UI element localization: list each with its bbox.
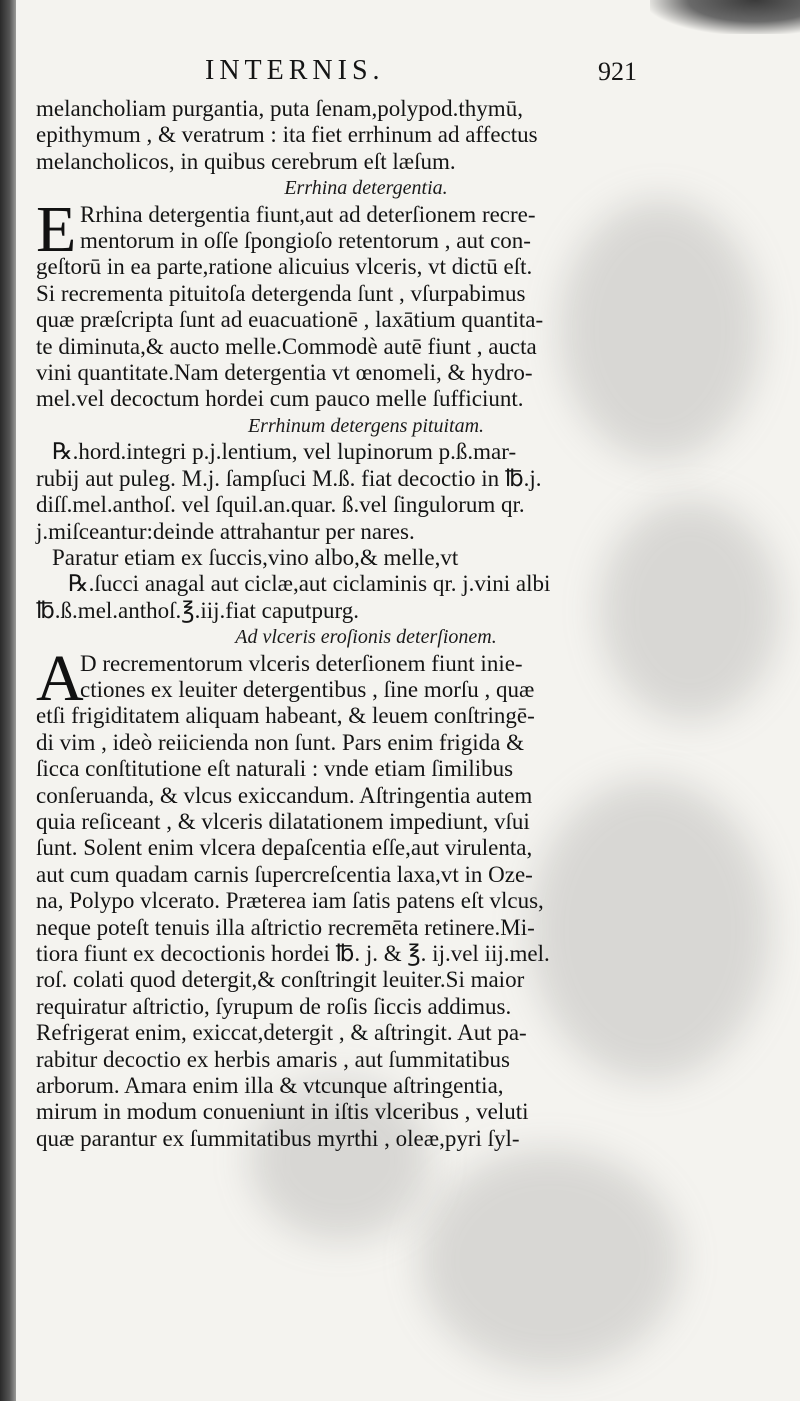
text-line: epithymum , & veratrum : ita fiet errhinum ad affectus (36, 122, 538, 148)
recipe-line: ℔.ß.mel.anthoſ.℥.iij.fiat caputpurg. (36, 597, 359, 623)
stain (420, 1150, 680, 1370)
running-head: INTERNIS. (205, 55, 385, 86)
text-line: conſeruanda, & vlcus exiccandum. Aſtringentia autem (36, 782, 533, 808)
text-line: te diminuta,& aucto melle.Commodè autē fiunt , aucta (36, 333, 537, 359)
text-line: vini quantitate.Nam detergentia vt œnomeli, & hydro- (36, 360, 533, 386)
text-line: roſ. colati quod detergit,& conſtringit leuiter.Si maior (36, 967, 525, 993)
text-line: ſunt. Solent enim vlcera depaſcentia eſſe,aut virulenta, (36, 835, 533, 861)
body-text (36, 96, 656, 1152)
text-line: mentorum in oſſe ſpongioſo retentorum , aut con- (80, 228, 531, 254)
section-heading: Errhina detergentia. (284, 177, 448, 200)
page-header (0, 55, 800, 89)
section-heading: Ad vlceris eroſionis deterſionem. (235, 626, 497, 649)
text-line: mirum in modum conueniunt in iſtis vlceribus , veluti (36, 1099, 529, 1125)
text-line: di vim , ideò reiicienda non ſunt. Pars enim frigida & (36, 729, 525, 755)
text-line: requiratur aſtrictio, ſyrupum de roſis ſiccis addimus. (36, 993, 512, 1019)
recipe-line: ℞.hord.integri p.j.lentium, vel lupinorum p.ß.mar- (52, 439, 517, 465)
text-line: mel.vel decoctum hordei cum pauco melle ſufficiunt. (36, 386, 524, 412)
recipe-line: Paratur etiam ex ſuccis,vino albo,& melle,vt (52, 544, 459, 570)
paragraph (36, 641, 656, 1153)
text-line: quæ parantur ex ſummitatibus myrthi , oleæ,pyri ſyl- (36, 1125, 520, 1151)
text-line: quia reſiceant , & vlceris dilatationem impediunt, vſui (36, 808, 530, 834)
text-line: ctiones ex leuiter detergentibus , ſine morſu , quæ (80, 676, 535, 702)
drop-capital: E (36, 192, 77, 266)
text-line: melancholicos, in quibus cerebrum eſt læſum. (36, 148, 456, 174)
text-line: D recrementorum vlceris deterſionem fiunt inie- (80, 650, 523, 676)
text-line: melancholiam purgantia, puta ſenam,polypod.thymū, (36, 96, 523, 121)
recipe-line: diſſ.mel.anthoſ. vel ſquil.an.quar. ß.vel ſingulorum qr. (36, 492, 525, 518)
paragraph (36, 192, 656, 413)
recipe-line: j.miſceantur:deinde attrahantur per nares. (36, 518, 415, 544)
text-line: neque poteſt tenuis illa aſtrictio recremēta retinere.Mi- (36, 914, 535, 940)
text-line: tiora fiunt ex decoctionis hordei ℔. j. & ℥. ij.vel iij.mel. (36, 941, 550, 966)
text-line: etſi frigiditatem aliquam habeant, & leuem conſtringē- (36, 703, 535, 729)
section-heading: Errhinum detergens pituitam. (247, 414, 485, 437)
text-line: rabitur decoctio ex herbis amaris , aut ſummitatibus (36, 1046, 510, 1072)
text-line: geſtorū in ea parte,ratione alicuius vlceris, vt dictū eſt. (36, 254, 533, 280)
binding-edge (0, 0, 16, 1401)
recipe-line: ℞.ſucci anagal aut ciclæ,aut ciclaminis qr. j.vini albi (68, 571, 551, 597)
page-number: 921 (598, 57, 637, 86)
text-line: ſicca conſtitutione eſt naturali : vnde etiam ſimilibus (36, 756, 514, 782)
text-line: Rrhina detergentia fiunt,aut ad deterſionem recre- (80, 201, 536, 227)
page-corner-shadow (650, 0, 800, 34)
text-line: quæ præſcripta ſunt ad euacuationē , laxātium quantita- (36, 307, 544, 333)
text-line: arborum. Amara enim illa & vtcunque aſtringentia, (36, 1073, 504, 1099)
text-line: aut cum quadam carnis ſupercreſcentia laxa,vt in Oze- (36, 861, 533, 887)
drop-capital: A (36, 641, 84, 715)
text-line: Si recrementa pituitoſa detergenda ſunt , vſurpabimus (36, 280, 526, 306)
recipe-line: rubij aut puleg. M.j. ſampſuci M.ß. fiat decoctio in ℔.j. (36, 465, 542, 491)
text-line: na, Polypo vlcerato. Præterea iam ſatis patens eſt vlcus, (36, 888, 544, 914)
text-line: Refrigerat enim, exiccat,detergit , & aſtringit. Aut pa- (36, 1020, 527, 1046)
